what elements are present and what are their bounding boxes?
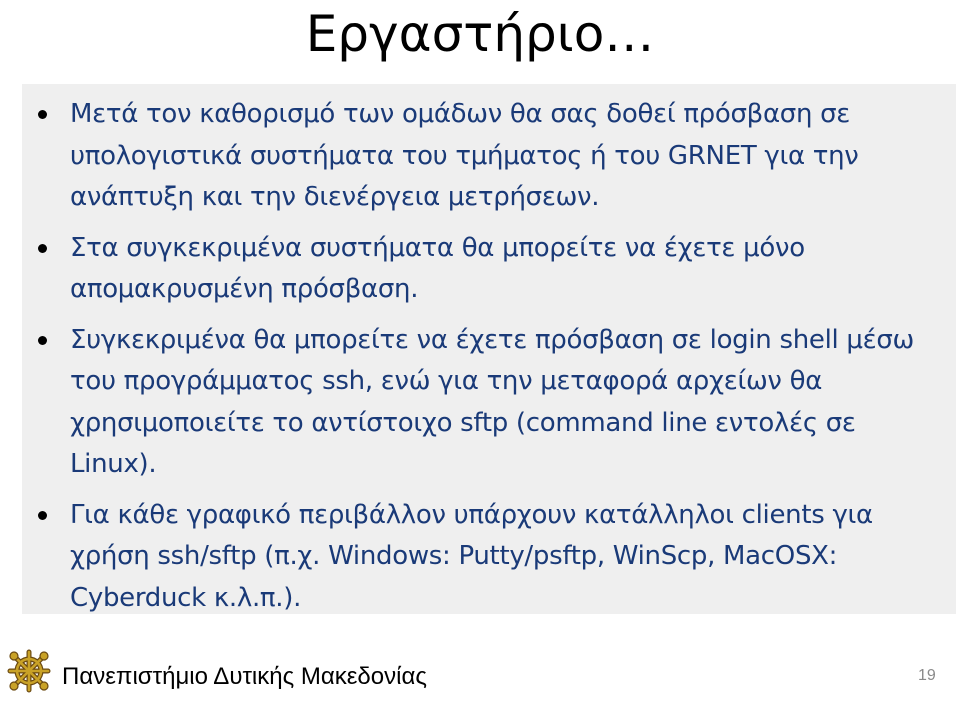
bullet-text: Για κάθε γραφικό περιβάλλον υπάρχουν κατάλληλοι clients για χρήση ssh/sftp (π.χ. Windows: Putty/psftp, WinScp, MacOSX: Cyberduck κ.λ.π.). <box>70 499 873 613</box>
slide-title: Εργαστήριο… <box>305 5 655 63</box>
university-name: Πανεπιστήμιο Δυτικής Μακεδονίας <box>62 663 427 690</box>
bullet-item <box>34 94 944 219</box>
bullet-dot-icon <box>38 336 47 345</box>
bullet-item <box>34 320 944 486</box>
slide-number: 19 <box>918 667 936 684</box>
knot-emblem-icon <box>6 648 52 694</box>
bullet-dot-icon <box>38 110 47 119</box>
bullet-dot-icon <box>38 511 47 520</box>
bullet-item <box>34 495 944 620</box>
slide-footer <box>0 622 960 701</box>
bullet-text: Συγκεκριμένα θα μπορείτε να έχετε πρόσβαση σε login shell μέσω του προγράμματος ssh, ενώ για την μεταφορά αρχείων θα χρησιμοποιείτε το αντίστοιχο sftp (command line εντολές σε Linux). <box>70 324 915 479</box>
bullet-text: Μετά τον καθορισμό των ομάδων θα σας δοθεί πρόσβαση σε υπολογιστικά συστήματα του τμήματος ή του GRNET για την ανάπτυξη και την διενέργεια μετρήσεων. <box>70 99 859 212</box>
bullet-dot-icon <box>38 244 47 253</box>
bullet-text: Στα συγκεκριμένα συστήματα θα μπορείτε να έχετε μόνο απομακρυσμένη πρόσβαση. <box>70 232 805 304</box>
bullet-item <box>34 228 944 311</box>
content-box <box>22 84 956 614</box>
bullet-list <box>34 94 944 619</box>
